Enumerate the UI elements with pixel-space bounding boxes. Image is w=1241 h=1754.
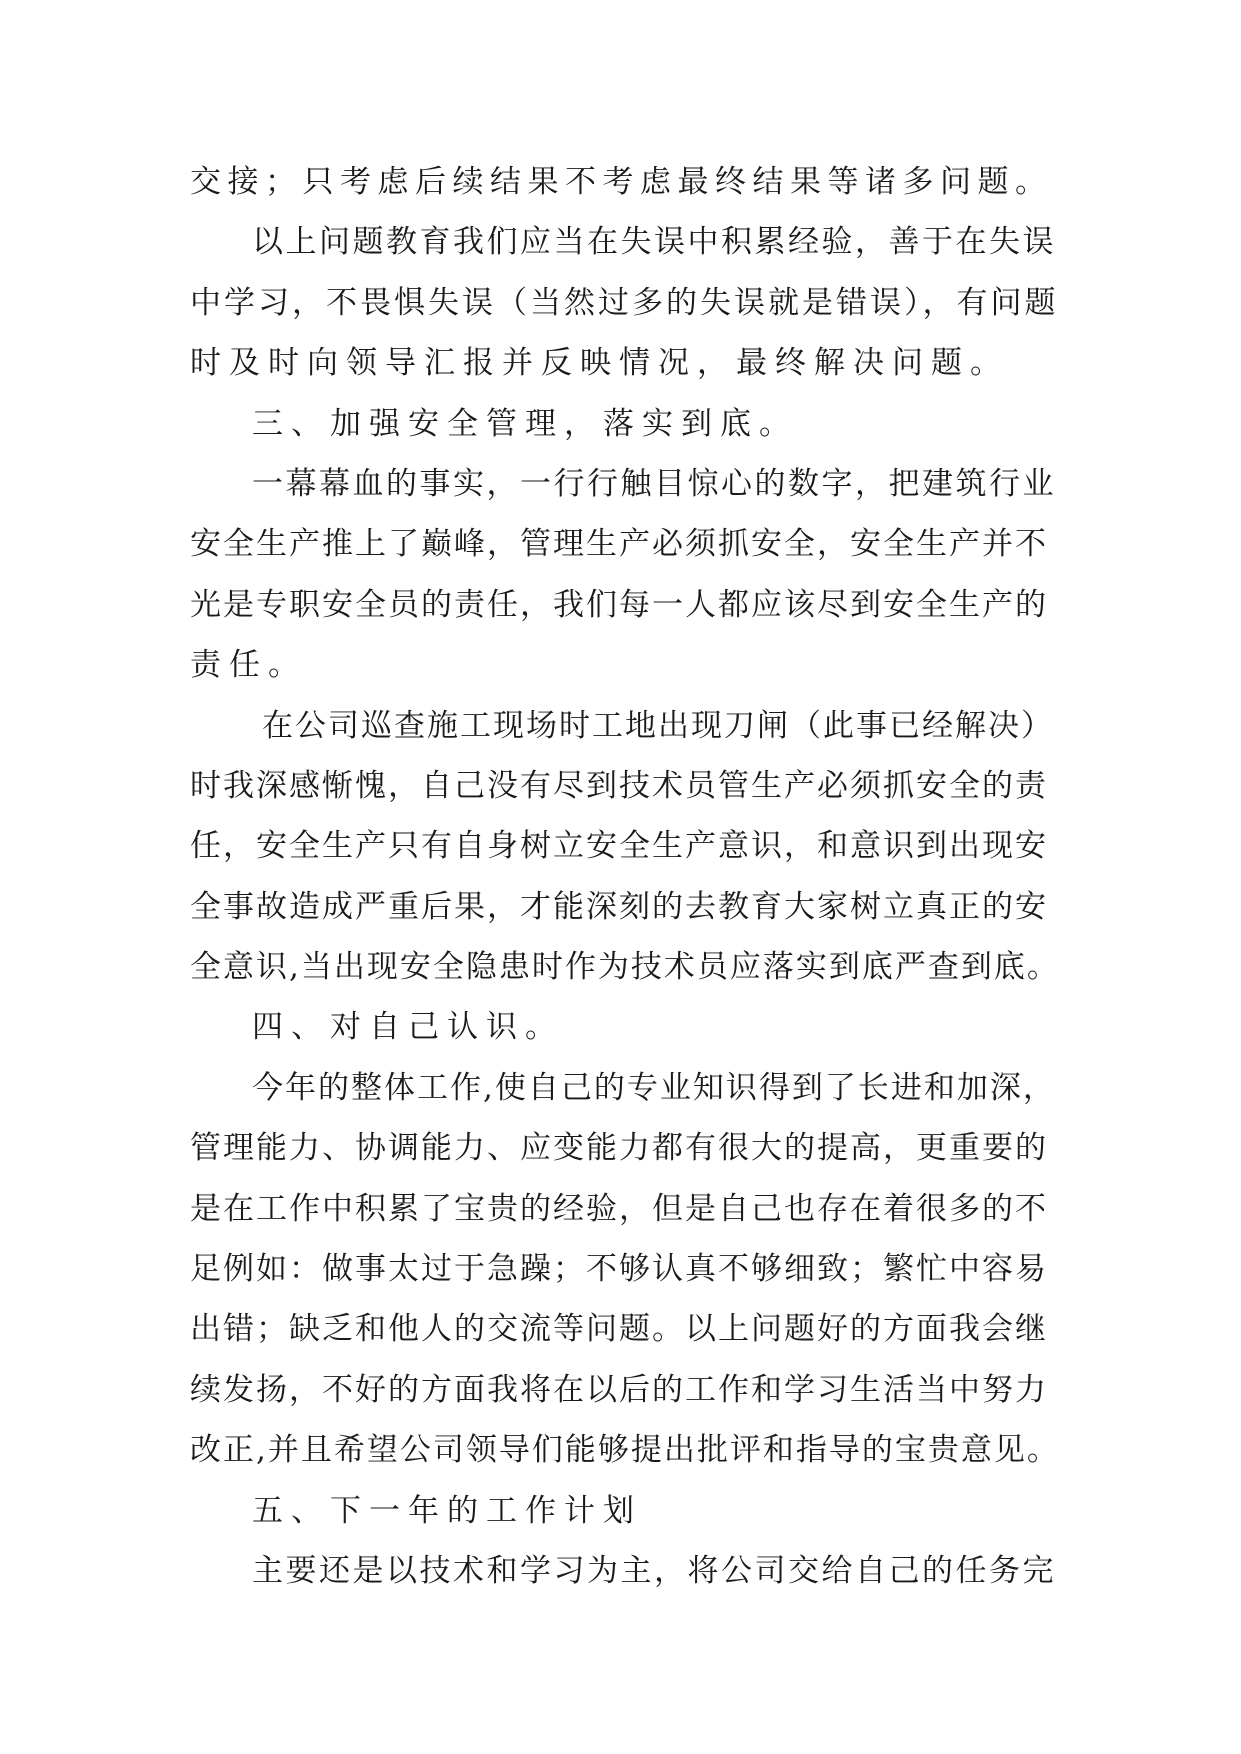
- text-line: 管理能力、协调能力、应变能力都有很大的提高，更重要的: [190, 1130, 1048, 1167]
- text-line: 以上问题教育我们应当在失误中积累经验，善于在失误: [252, 224, 1056, 261]
- text-line: 交接；只考虑后续结果不考虑最终结果等诸多问题。: [190, 164, 1053, 200]
- text-line: 今年的整体工作,使自己的专业知识得到了长进和加深，: [252, 1069, 1056, 1106]
- text-line: 足例如：做事太过于急躁；不够认真不够细致；繁忙中容易: [190, 1251, 1048, 1288]
- text-line: 安全生产推上了巅峰，管理生产必须抓安全，安全生产并不: [190, 526, 1048, 563]
- text-line: 一幕幕血的事实，一行行触目惊心的数字，把建筑行业: [252, 465, 1056, 502]
- text-line: 主要还是以技术和学习为主，将公司交给自己的任务完: [252, 1552, 1056, 1589]
- text-line: 时我深感惭愧，自己没有尽到技术员管生产必须抓安全的责: [190, 767, 1048, 804]
- text-line: 出错；缺乏和他人的交流等问题。以上问题好的方面我会继: [190, 1311, 1048, 1348]
- text-line: 续发扬，不好的方面我将在以后的工作和学习生活当中努力: [190, 1371, 1048, 1408]
- text-line: 改正,并且希望公司领导们能够提出批评和指导的宝贵意见。: [190, 1432, 1060, 1469]
- text-line: 全事故造成严重后果，才能深刻的去教育大家树立真正的安: [190, 888, 1048, 925]
- text-line: 全意识,当出现安全隐患时作为技术员应落实到底严查到底。: [190, 949, 1060, 986]
- text-line: 光是专职安全员的责任，我们每一人都应该尽到安全生产的: [190, 586, 1048, 623]
- text-line: 是在工作中积累了宝贵的经验，但是自己也存在着很多的不: [190, 1190, 1048, 1227]
- section-heading: 三、加强安全管理，落实到底。: [252, 405, 798, 442]
- section-heading: 四、对自己认识。: [252, 1009, 564, 1046]
- text-line: 在公司巡查施工现场时工地出现刀闸（此事已经解决）: [262, 707, 1054, 744]
- text-line: 时及时向领导汇报并反映情况，最终解决问题。: [190, 345, 1009, 382]
- text-line: 中学习，不畏惧失误（当然过多的失误就是错误），有问题: [190, 284, 1059, 321]
- body-text: [190, 152, 1060, 1601]
- section-heading: 五、下一年的工作计划: [252, 1492, 642, 1529]
- text-line: 责任。: [190, 647, 307, 684]
- text-line: 任，安全生产只有自身树立安全生产意识，和意识到出现安: [190, 828, 1048, 865]
